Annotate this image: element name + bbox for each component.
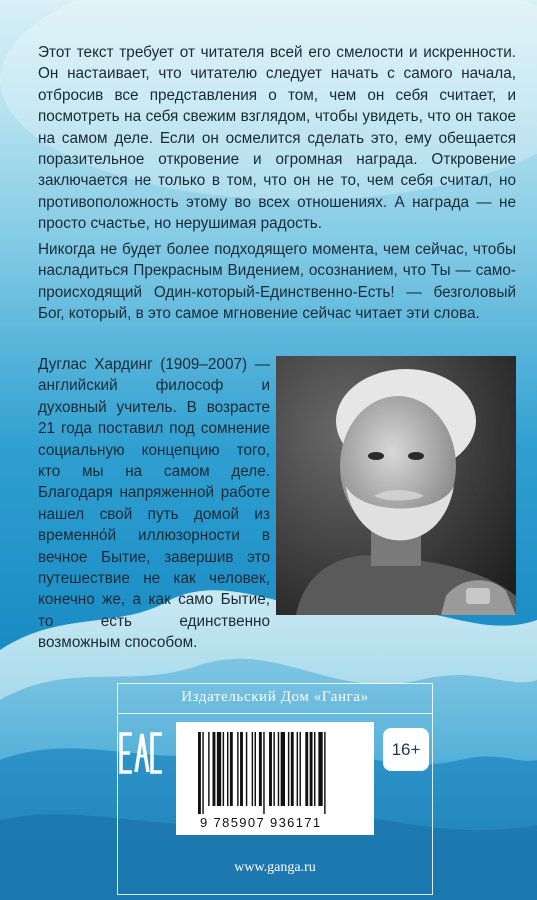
barcode-bar xyxy=(288,732,289,806)
barcode-bar xyxy=(237,732,238,806)
eac-mark-icon xyxy=(118,726,164,780)
barcode-bar xyxy=(208,732,209,806)
isbn-digits: 9 785907 936171 xyxy=(200,815,322,830)
barcode-bar xyxy=(269,732,272,806)
author-bio: Дуглас Хардинг (1909–2007) — английский философ и духовный учитель. В возрасте 21 года поставил под сомнение социальную концепцию того, кто мы на самом деле. Благодаря напряженной работе нашел свой путь домой из временно́й иллюзорности в вечное Бытие, завершив это путешествие не как человек, конечно же, а как само Бытие, то есть единственно возможным способом. xyxy=(38,356,270,652)
barcode-bar xyxy=(281,732,285,806)
barcode-bar xyxy=(305,732,308,806)
barcode-bar xyxy=(217,732,221,806)
barcode-bar xyxy=(252,732,253,806)
barcode-bar xyxy=(198,732,201,814)
barcode-bar xyxy=(213,732,216,806)
barcode-bar xyxy=(259,732,262,806)
barcode-bar xyxy=(246,732,247,806)
barcode-bar xyxy=(223,732,224,806)
barcode-bar xyxy=(278,732,279,806)
barcode-bar xyxy=(240,732,243,806)
barcode-bar xyxy=(297,732,298,806)
publisher-website: www.ganga.ru xyxy=(234,860,316,875)
cover-paragraph-2: Никогда не будет более подходящего момента, чем сейчас, чтобы насладиться Прекрасным Видением, осознанием, что Ты — само-происходящий Один-который-Единственно-Есть! — безголовый Бог, который, в это самое мгновение сейчас читает эти слова. xyxy=(38,241,516,323)
barcode-bar xyxy=(263,732,264,814)
age-rating-badge: 16+ xyxy=(383,728,429,771)
barcode-bar xyxy=(227,732,228,806)
barcode-bar xyxy=(273,732,274,806)
barcode-bar xyxy=(324,732,325,814)
barcode-bar xyxy=(300,732,301,806)
barcode-bar xyxy=(202,732,203,814)
publisher-divider xyxy=(117,713,433,714)
barcode-bar xyxy=(314,732,315,806)
cover-paragraph-1: Этот текст требует от читателя всей его смелости и искренности. Он настаивает, что читателю следует начать с самого начала, отбросив все представления о том, чем он себя считает, и посмотреть на себя свежим взглядом, чтобы увидеть, что он такое на самом деле. Если он осмелится сделать это, ему обещается поразительное откровение и огромная награда. Откровение заключается не только в том, что он не то, чем себя считал, но противоположность этому во всех отношениях. А награда — не просто счастье, но нерушимая радость. xyxy=(38,44,516,233)
barcode-bar xyxy=(310,732,313,806)
barcode-bar xyxy=(291,732,294,806)
barcode-bar xyxy=(230,732,233,806)
publisher-name: Издательский Дом «Ганга» xyxy=(181,689,369,705)
author-photo xyxy=(276,356,516,615)
barcode-bar xyxy=(255,732,256,806)
barcode-bar xyxy=(318,732,322,806)
